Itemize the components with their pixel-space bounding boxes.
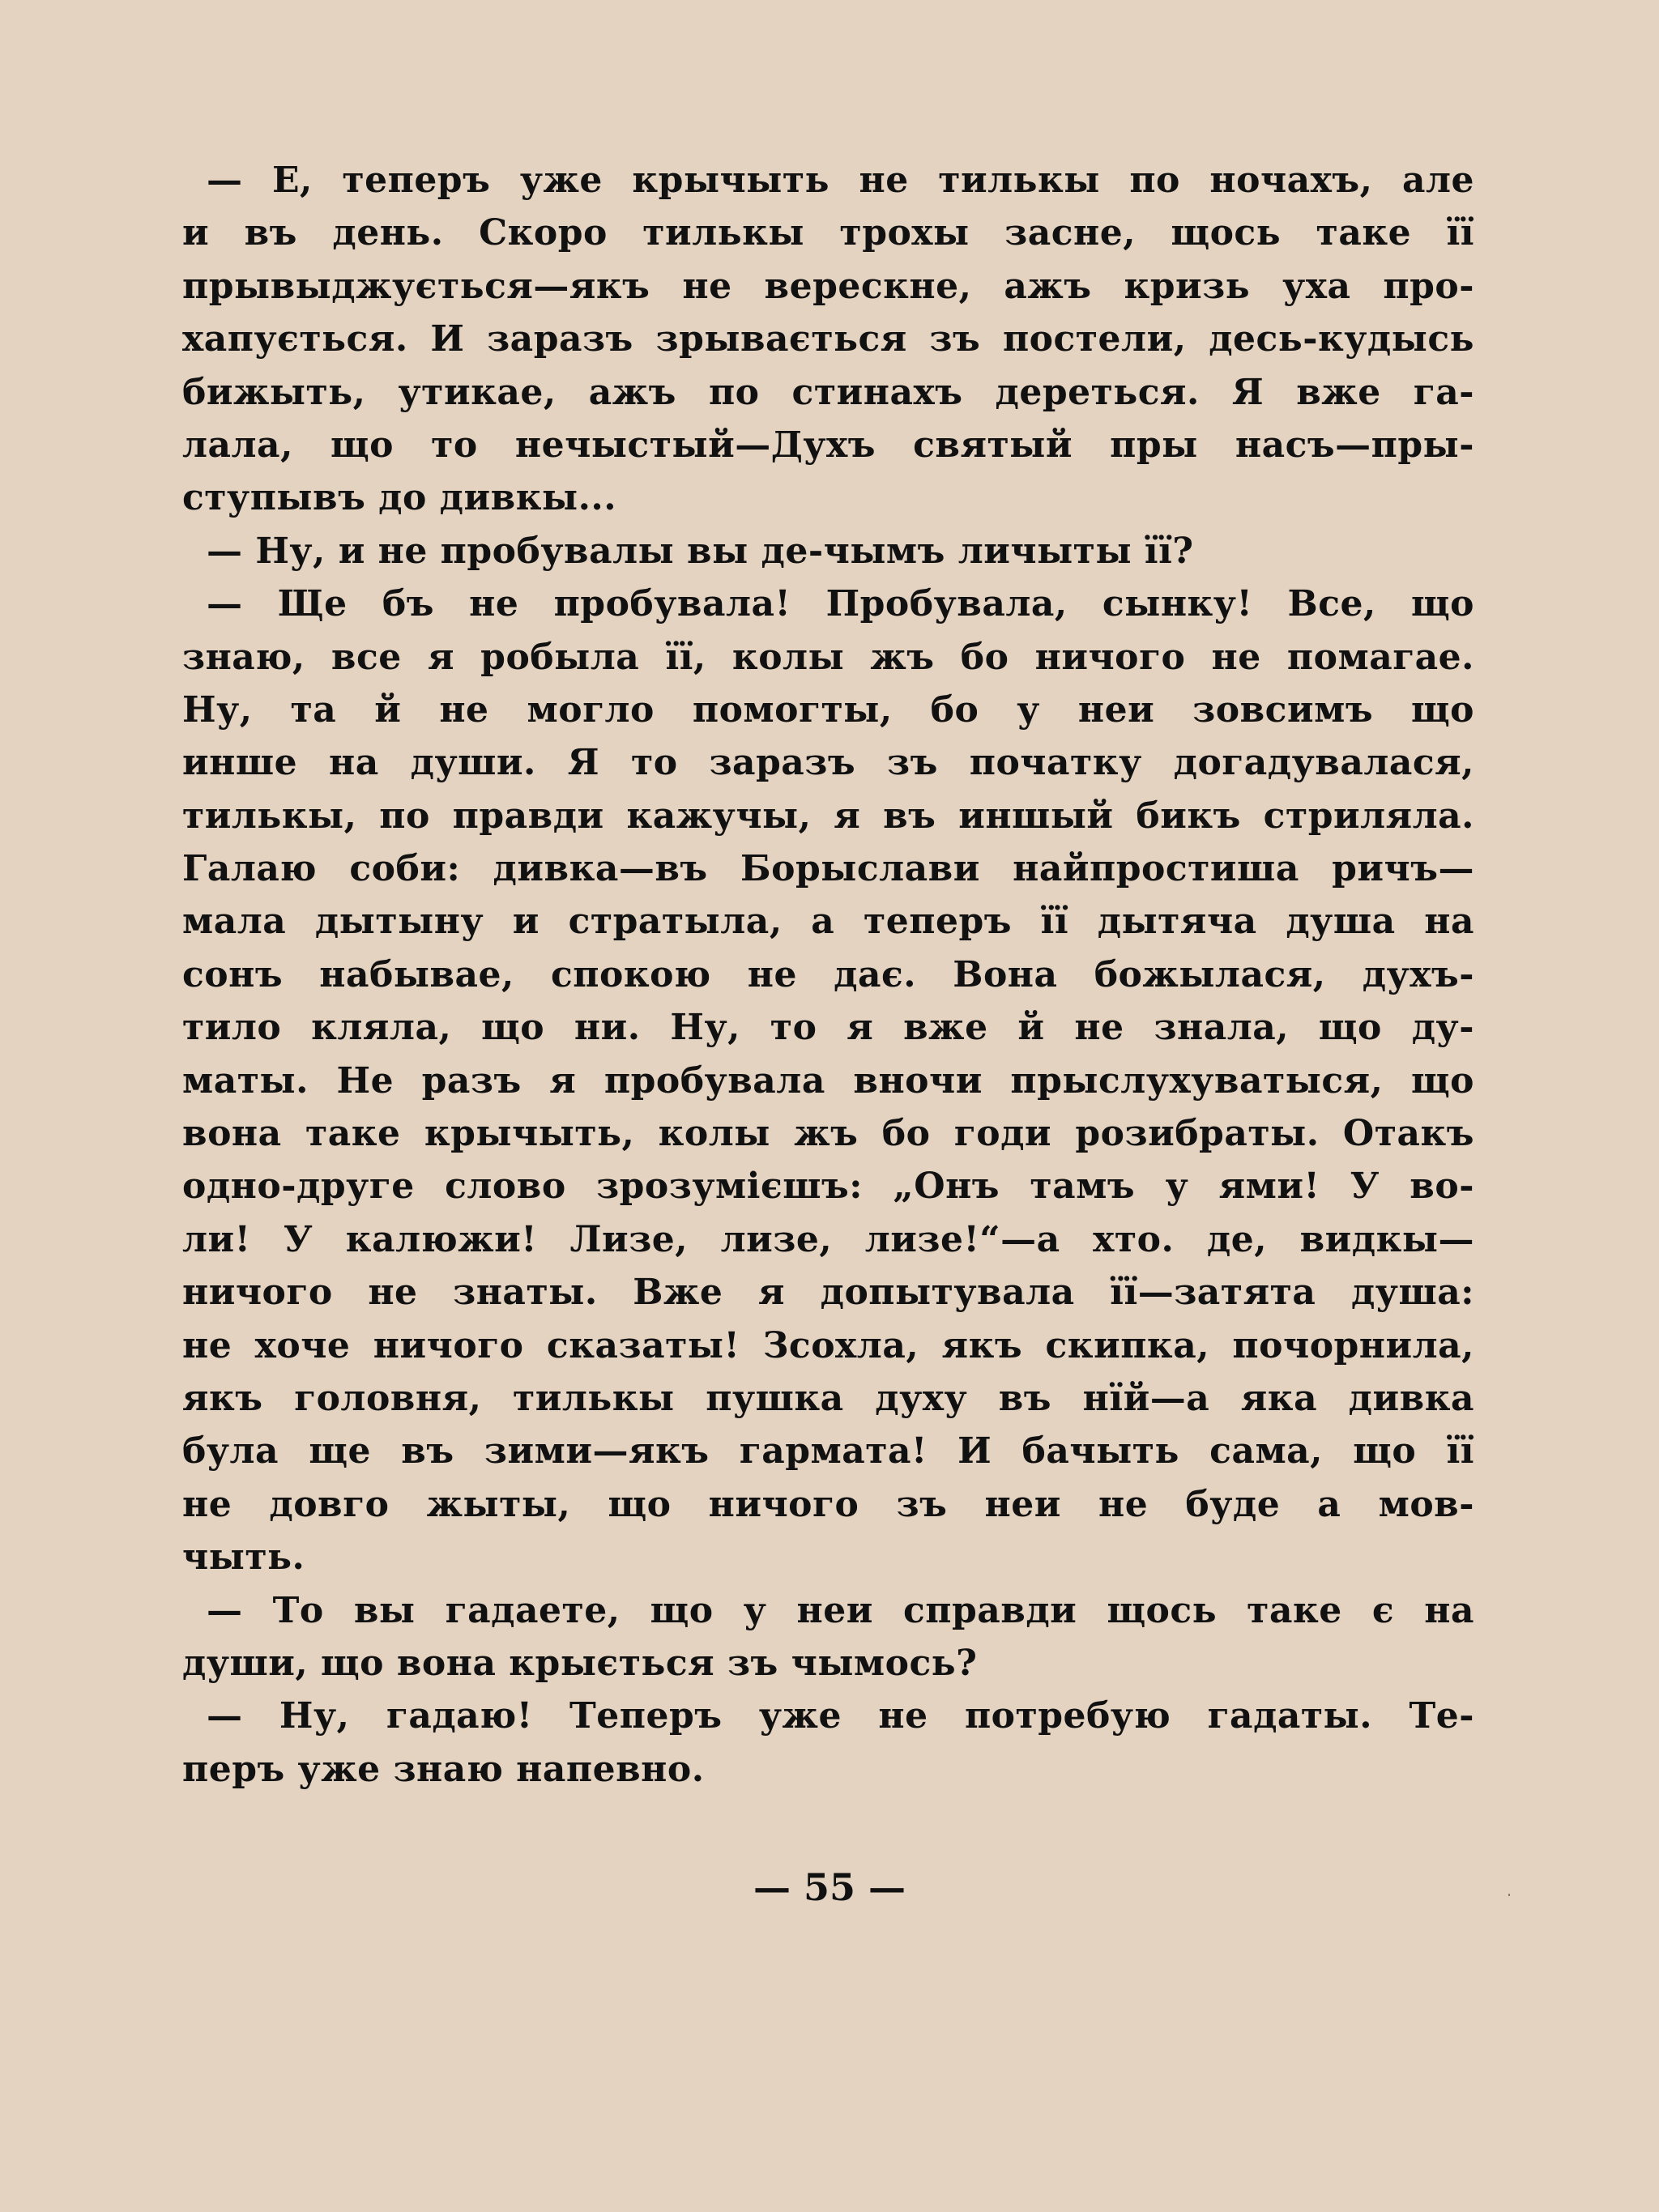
text-line: бижыть, утикае, ажъ по стинахъ дереться. Я вже га-: [182, 371, 1474, 413]
text-line: знаю, все я робыла її, колы жъ бо ничого не помагае.: [182, 636, 1474, 678]
text-line: маты. Не разъ я пробувала вночи прыслухуватыся, що: [182, 1059, 1474, 1102]
text-line: ступывъ до дивкы...: [182, 477, 617, 519]
text-line: ничого не знаты. Вже я допытувала її—затята душа:: [182, 1272, 1474, 1314]
text-line: хапується. И заразъ зрывається зъ постели, десь-кудысь: [182, 318, 1474, 360]
text-line: не хоче ничого сказаты! Зсохла, якъ скипка, почорнила,: [182, 1324, 1474, 1366]
text-line: и въ день. Скоро тилькы трохы засне, щось таке її: [182, 212, 1474, 254]
page-number: — 55 —: [753, 1865, 906, 1909]
text-line: лала, що то нечыстый—Духъ святый пры насъ—пры-: [182, 424, 1474, 466]
text-line: тило кляла, що ни. Ну, то я вже й не знала, що ду-: [182, 1007, 1474, 1049]
text-line: тилькы, по правди кажучы, я въ иншый бикъ стриляла.: [182, 795, 1474, 837]
text-line: души, що вона крыється зъ чымось?: [182, 1642, 978, 1684]
text-line: ли! У калюжи! Лизе, лизе, лизе!“—а хто. де, видкы—: [182, 1218, 1474, 1260]
text-line: перъ уже знаю напевно.: [182, 1748, 705, 1790]
text-line: була ще въ зими—якъ гармата! И бачыть сама, що її: [182, 1430, 1474, 1473]
text-line: — Е, теперъ уже крычыть не тилькы по ночахъ, але: [207, 160, 1474, 201]
text-line: прывыджується—якъ не верескне, ажъ кризь уха про-: [182, 265, 1474, 307]
text-line: — Ну, и не пробувалы вы де-чымъ личыты її?: [207, 530, 1194, 572]
text-line: — То вы гадаете, що у неи справди щось таке є на: [207, 1589, 1474, 1631]
text-line: сонъ набывае, спокою не дає. Вона божылася, духъ-: [182, 953, 1474, 995]
text-line: Ну, та й не могло помогты, бо у неи зовсимъ що: [182, 688, 1474, 731]
text-line: инше на души. Я то заразъ зъ початку догадувалася,: [182, 742, 1474, 784]
text-line: якъ головня, тилькы пушка духу въ нїй—а яка дивка: [182, 1377, 1474, 1419]
text-line: вона таке крычыть, колы жъ бо годи розибраты. Отакъ: [182, 1113, 1474, 1155]
text-line: мала дытыну и стратыла, а теперъ її дытяча душа на: [182, 901, 1474, 943]
text-line: Галаю соби: дивка—въ Борыслави найпростиша ричъ—: [182, 848, 1474, 890]
text-line: не довго жыты, що ничого зъ неи не буде а мов-: [182, 1483, 1474, 1525]
text-line: чыть.: [182, 1536, 305, 1579]
text-line: — Ще бъ не пробувала! Пробувала, сынку! Все, що: [207, 583, 1474, 625]
text-line: — Ну, гадаю! Теперъ уже не потребую гадаты. Те-: [207, 1695, 1474, 1737]
scan-speck: [1508, 1894, 1510, 1896]
page-text: [182, 154, 1474, 1796]
text-line: одно-друге слово зрозумієшъ: „Онъ тамъ у ями! У во-: [182, 1166, 1474, 1208]
